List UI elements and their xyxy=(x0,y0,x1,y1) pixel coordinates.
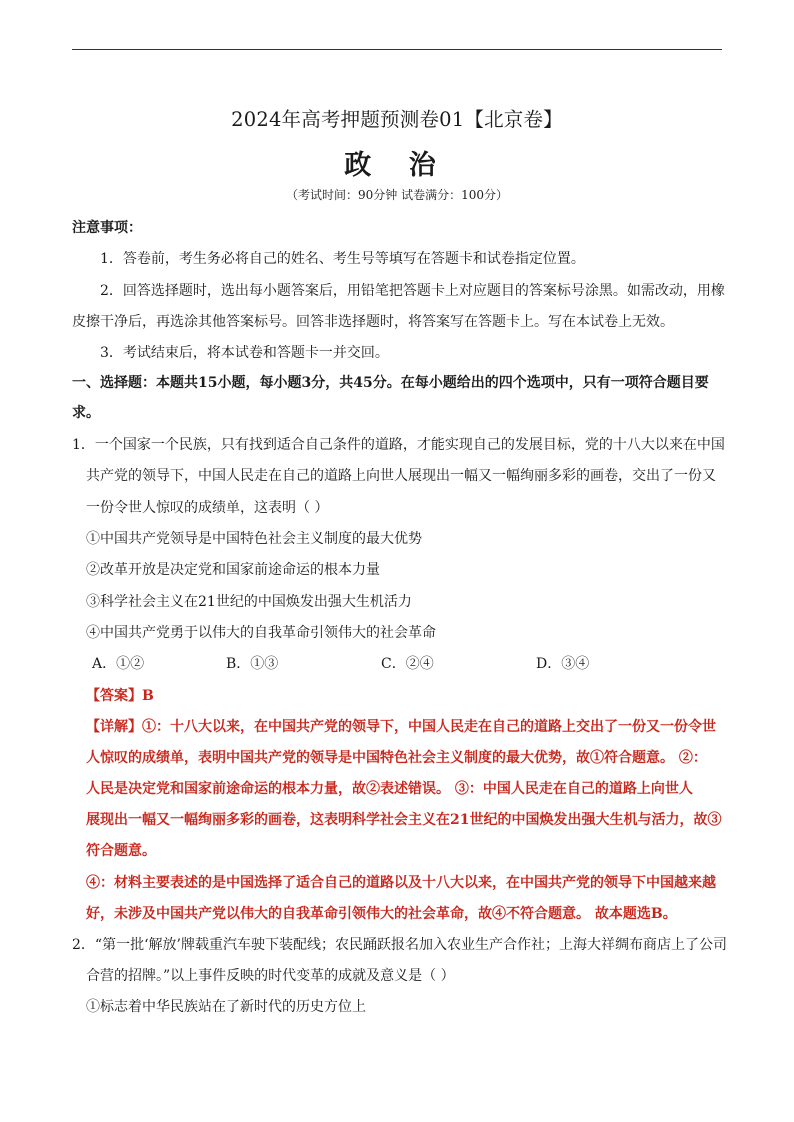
q1-statement: ④中国共产党勇于以伟大的自我革命引领伟大的社会革命 xyxy=(86,625,436,641)
q1-explanation: ④：材料主要表述的是中国选择了适合自己的道路以及十八大以来，在中国共产党的领导下中国越来越 xyxy=(86,875,716,891)
q1-statement: ①中国共产党领导是中国特色社会主义制度的最大优势 xyxy=(86,531,422,547)
q1-answer: 【答案】B xyxy=(86,688,154,704)
q2-statement: ①标志着中华民族站在了新时代的历史方位上 xyxy=(86,999,366,1015)
q2-stem: 2．“第一批‘解放’牌载重汽车驶下装配线；农民踊跃报名加入农业生产合作社；上海大祥绸布商店上了公司 xyxy=(72,937,727,953)
q1-statement: ③科学社会主义在21世纪的中国焕发出强大生机活力 xyxy=(86,594,412,610)
q1-explanation: 人民是决定党和国家前途命运的根本力量，故②表述错误。 ③：中国人民走在自己的道路上向世人 xyxy=(86,781,693,797)
q1-option-b: B．①③ xyxy=(226,656,279,672)
q1-option-a: A．①② xyxy=(92,656,145,672)
notice-item: 皮擦干净后，再选涂其他答案标号。回答非选择题时，将答案写在答题卡上。写在本试卷上无效。 xyxy=(72,314,674,330)
q1-stem: 共产党的领导下，中国人民走在自己的道路上向世人展现出一幅又一幅绚丽多彩的画卷，交出了一份又 xyxy=(86,468,716,484)
q2-stem: 合营的招牌。”以上事件反映的时代变革的成就及意义是（ ） xyxy=(86,968,455,984)
q1-option-d: D．③④ xyxy=(536,656,590,672)
q1-explanation: 人惊叹的成绩单，表明中国共产党的领导是中国特色社会主义制度的最大优势，故①符合题意。 ②： xyxy=(86,750,707,766)
section-heading: 一、选择题：本题共15小题，每小题3分，共45分。在每小题给出的四个选项中，只有一项符合题目要 xyxy=(72,375,709,391)
q1-explanation: 展现出一幅又一幅绚丽多彩的画卷，这表明科学社会主义在21世纪的中国焕发出强大生机与活力，故③ xyxy=(86,812,722,828)
q1-stem: 1．一个国家一个民族，只有找到适合自己条件的道路，才能实现自己的发展目标，党的十八大以来在中国 xyxy=(72,437,725,453)
q1-explanation: 好，未涉及中国共产党以伟大的自我革命引领伟大的社会革命，故④不符合题意。 故本题选B。 xyxy=(86,906,677,922)
top-rule xyxy=(72,49,722,50)
notice-item: 1．答卷前，考生务必将自己的姓名、考生号等填写在答题卡和试卷指定位置。 xyxy=(100,251,585,267)
q1-option-c: C．②④ xyxy=(381,656,434,672)
section-heading-cont: 求。 xyxy=(72,405,100,421)
notice-item: 3．考试结束后，将本试卷和答题卡一并交回。 xyxy=(100,345,389,361)
exam-info: （考试时间：90分钟 试卷满分：100分） xyxy=(286,188,508,202)
page-title: 2024年高考押题预测卷01【北京卷】 xyxy=(231,108,563,131)
q1-explanation: 【详解】①：十八大以来，在中国共产党的领导下，中国人民走在自己的道路上交出了一份又一份令世 xyxy=(86,719,716,735)
q1-stem: 一份令世人惊叹的成绩单，这表明（ ） xyxy=(86,500,329,516)
q1-statement: ②改革开放是决定党和国家前途命运的根本力量 xyxy=(86,562,380,578)
q1-explanation: 符合题意。 xyxy=(86,843,156,859)
notice-item: 2．回答选择题时，选出每小题答案后，用铅笔把答题卡上对应题目的答案标号涂黑。如需改动，用橡 xyxy=(100,283,725,299)
notice-heading: 注意事项： xyxy=(72,220,142,236)
subject-title: 政 治 xyxy=(344,150,450,181)
